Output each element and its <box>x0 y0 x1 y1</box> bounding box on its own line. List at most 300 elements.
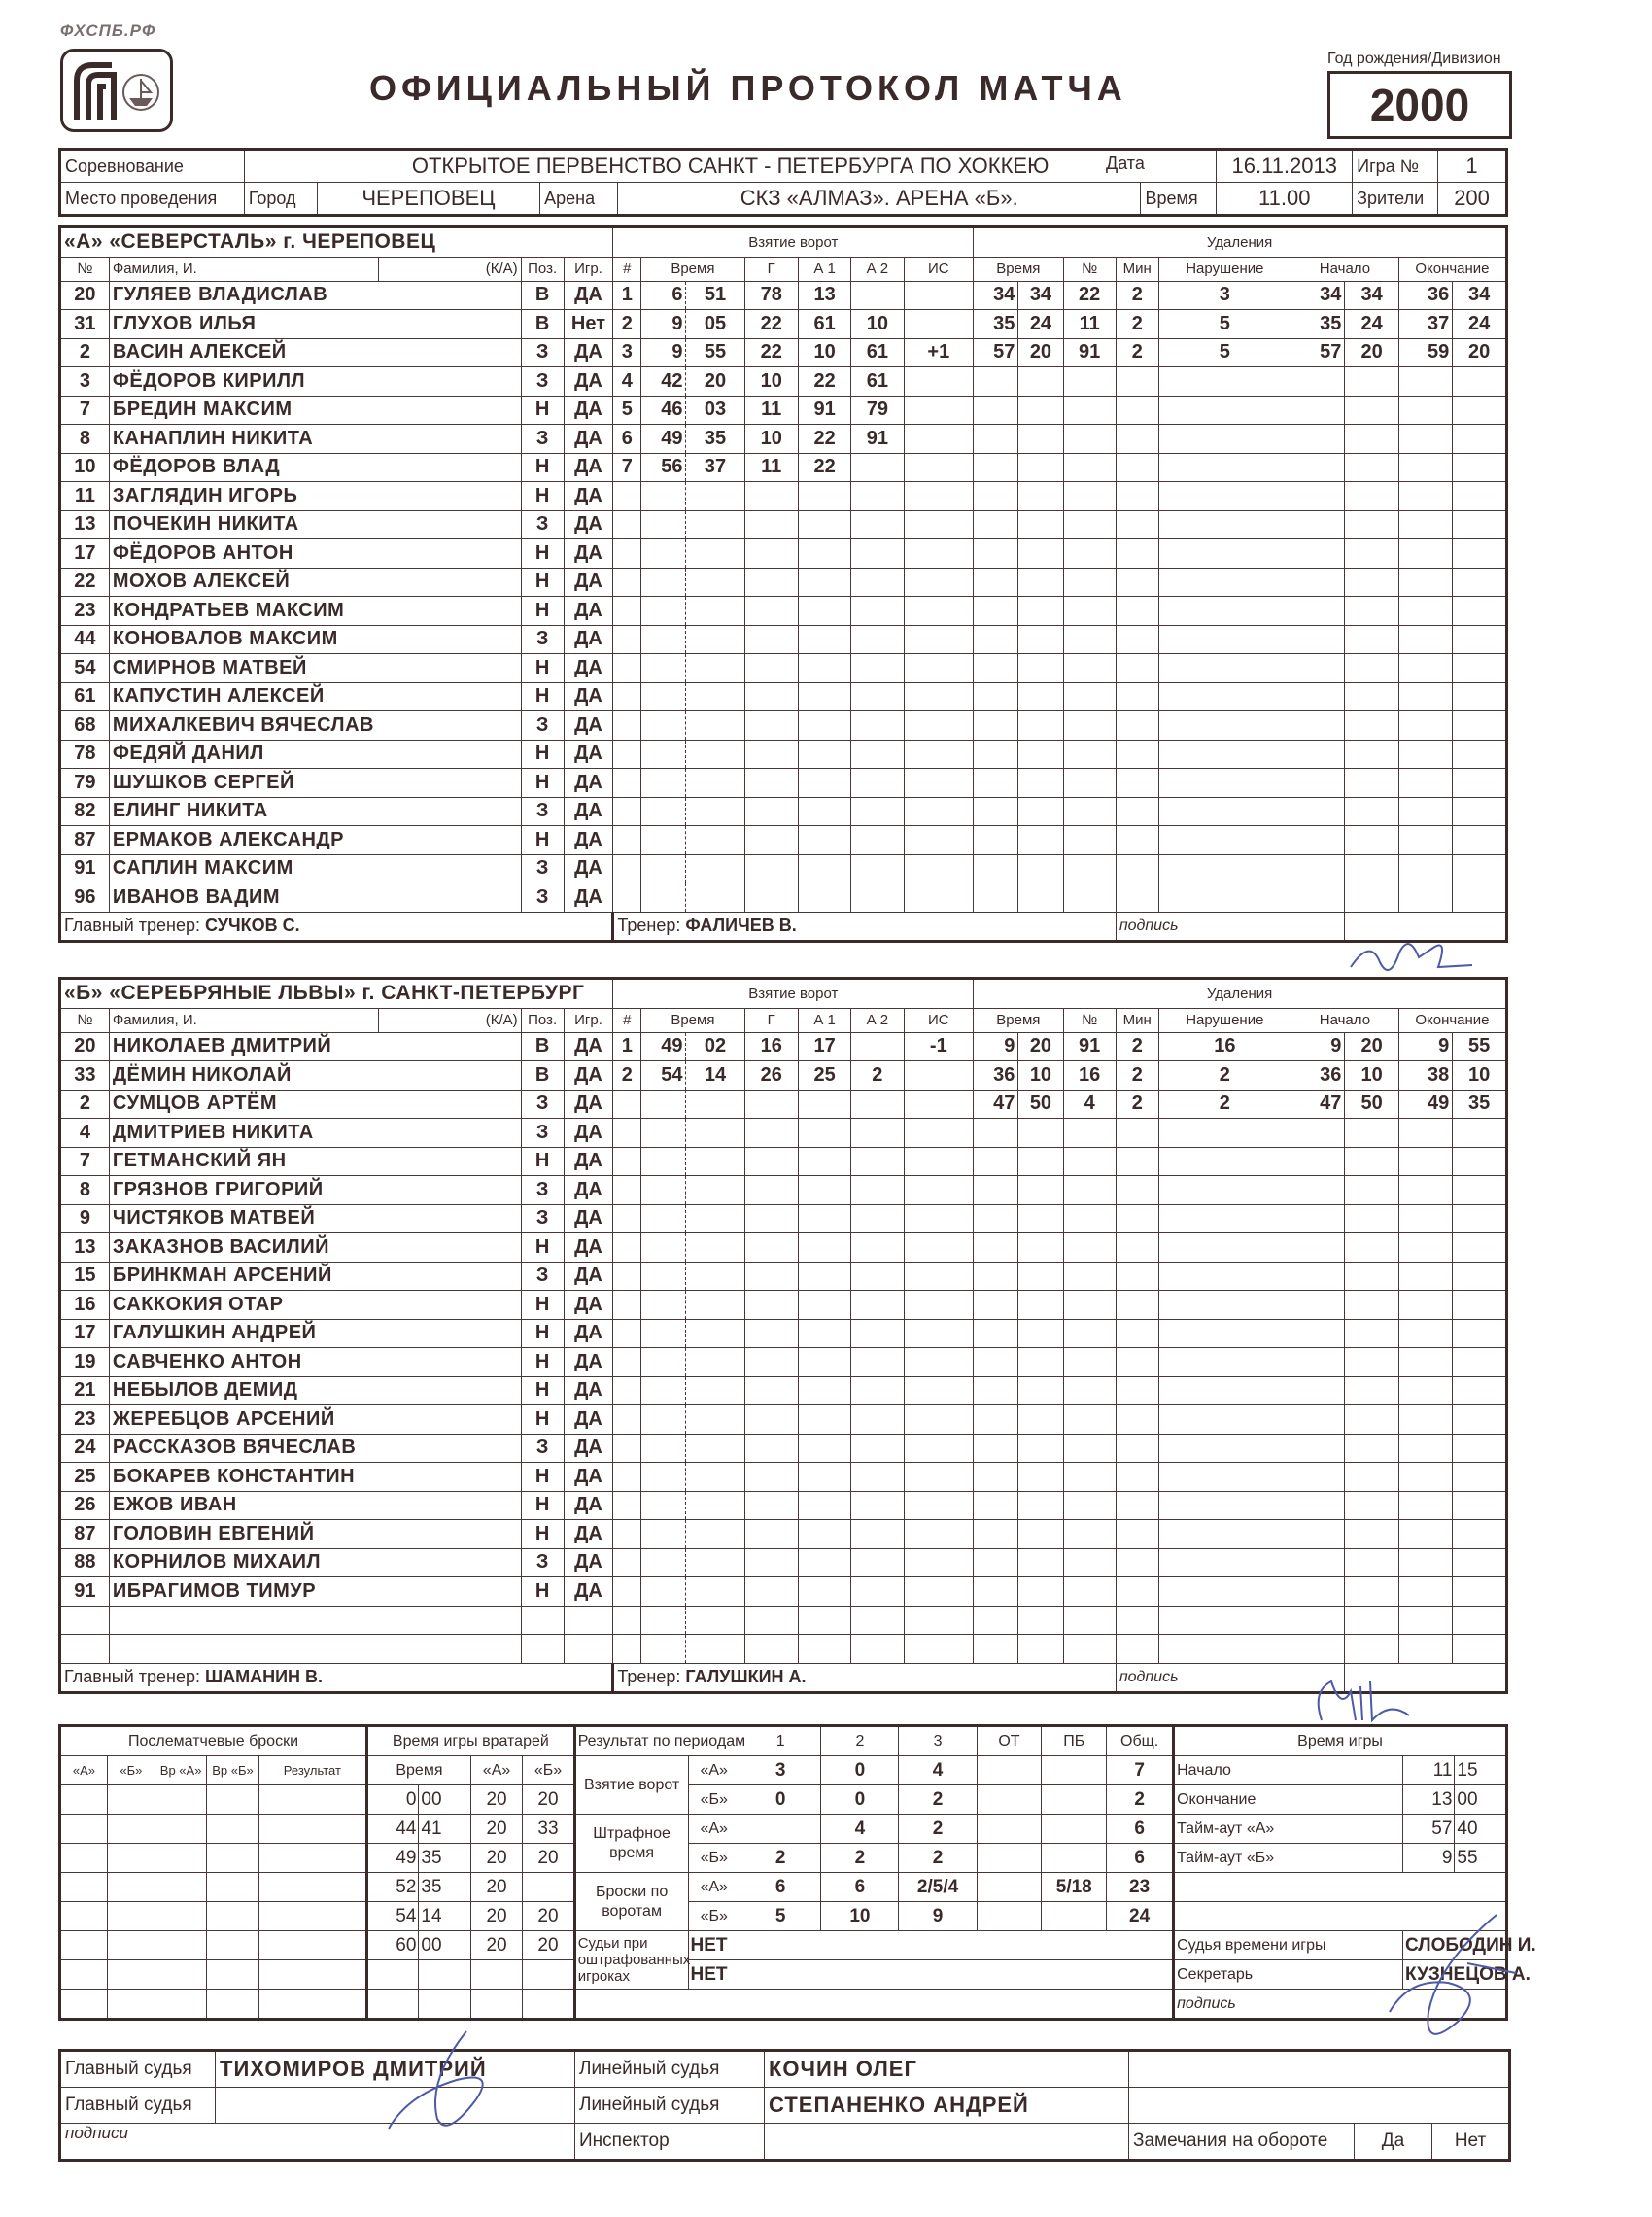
player-name: КОНОВАЛОВ МАКСИМ <box>109 625 521 654</box>
spectators-label: Зрители <box>1353 183 1438 216</box>
goal-minute <box>641 740 686 769</box>
penalty-end-sec <box>1453 1577 1507 1607</box>
goal-minute: 42 <box>641 367 686 397</box>
goalie-second: 35 <box>419 1844 470 1873</box>
penalty-start-min <box>1291 1606 1344 1635</box>
goal-second <box>686 1291 744 1320</box>
col-pen-min-header: Мин <box>1116 257 1158 281</box>
head-coach <box>60 1663 613 1693</box>
goal-second <box>686 654 744 683</box>
goal-assist2 <box>851 539 904 569</box>
penalty-player <box>1063 740 1116 769</box>
col-pen-time-header: Время <box>974 1008 1063 1032</box>
player-played: ДА <box>564 1291 613 1320</box>
penalty-minute: 57 <box>974 338 1018 367</box>
penalty-player: 4 <box>1063 1090 1116 1119</box>
player-position: В <box>521 281 564 310</box>
goal-assist1 <box>798 539 850 569</box>
player-row <box>60 883 1507 913</box>
player-played: ДА <box>564 597 613 626</box>
penalty-violation <box>1158 1434 1291 1463</box>
penalty-violation <box>1158 453 1291 482</box>
goal-scorer <box>744 1319 798 1348</box>
period-value: 2 <box>899 1844 977 1873</box>
penalty-violation <box>1158 482 1291 511</box>
penalties-title: Удаления <box>974 227 1507 258</box>
goal-scorer <box>744 711 798 741</box>
signatures-label: подписи <box>60 2124 575 2161</box>
goal-situation <box>904 510 974 539</box>
penalty-start-min: 36 <box>1291 1061 1344 1091</box>
player-row <box>60 1548 1507 1577</box>
goal-minute <box>641 1348 686 1377</box>
goal-assist2 <box>851 568 904 597</box>
penalty-start-sec <box>1345 597 1398 626</box>
penalty-player <box>1063 396 1116 425</box>
goal-number <box>613 1204 641 1233</box>
goal-scorer <box>744 1491 798 1520</box>
penalty-minute <box>974 1204 1018 1233</box>
player-name: БОКАРЕВ КОНСТАНТИН <box>109 1463 521 1492</box>
player-name: КОРНИЛОВ МИХАИЛ <box>109 1548 521 1577</box>
penalty-start-sec <box>1345 425 1398 454</box>
player-position: Н <box>521 1491 564 1520</box>
penalty-minute <box>974 1491 1018 1520</box>
goal-assist1 <box>798 1577 850 1607</box>
goal-minute: 49 <box>641 425 686 454</box>
secretary-name: КУЗНЕЦОВ А. <box>1403 1960 1507 1990</box>
penalty-end-min <box>1398 1319 1452 1348</box>
goal-minute: 6 <box>641 281 686 310</box>
goalie-b: 20 <box>523 1785 574 1815</box>
penalty-minutes <box>1116 1577 1158 1607</box>
game-time-min: 9 <box>1403 1844 1455 1873</box>
player-row <box>60 1376 1507 1405</box>
goal-second: 20 <box>686 367 744 397</box>
penalty-start-sec <box>1345 1635 1398 1664</box>
goal-scorer: 10 <box>744 367 798 397</box>
penalty-end-min <box>1398 453 1452 482</box>
penalty-player <box>1063 539 1116 569</box>
player-row <box>60 1434 1507 1463</box>
player-position: Н <box>521 396 564 425</box>
penalty-minute <box>974 883 1018 913</box>
goal-scorer <box>744 1176 798 1205</box>
goal-scorer <box>744 826 798 855</box>
head-coach <box>60 912 613 942</box>
period-value <box>740 1815 820 1844</box>
penalty-end-sec <box>1453 539 1507 569</box>
period-value: 3 <box>740 1756 820 1785</box>
penalty-start-min <box>1291 482 1344 511</box>
goal-number: 1 <box>613 1032 641 1061</box>
goal-assist1 <box>798 1348 850 1377</box>
player-name: КАНАПЛИН НИКИТА <box>109 425 521 454</box>
penalty-start-min: 9 <box>1291 1032 1344 1061</box>
goal-assist2 <box>851 625 904 654</box>
goal-minute <box>641 797 686 826</box>
penalty-start-sec <box>1345 1577 1398 1607</box>
goal-situation <box>904 1348 974 1377</box>
goal-assist1 <box>798 482 850 511</box>
penalty-minute <box>974 1635 1018 1664</box>
goalie-col-a: «А» <box>470 1756 522 1785</box>
goal-minute <box>641 1204 686 1233</box>
penalty-start-sec <box>1345 1147 1398 1176</box>
penalty-second <box>1018 539 1063 569</box>
penalty-second <box>1018 625 1063 654</box>
timekeeper-name: СЛОБОДИН И. <box>1403 1931 1507 1960</box>
goal-number: 1 <box>613 281 641 310</box>
goal-situation <box>904 1204 974 1233</box>
shootout-cell <box>155 1844 206 1873</box>
player-played: ДА <box>564 797 613 826</box>
penalty-start-sec <box>1345 367 1398 397</box>
penalty-end-min: 36 <box>1398 281 1452 310</box>
shootout-cell <box>207 1785 258 1815</box>
goal-scorer <box>744 1405 798 1435</box>
penalty-second <box>1018 883 1063 913</box>
ref2-label: Главный судья <box>60 2088 216 2124</box>
shootout-cell <box>107 1960 155 1990</box>
player-name: ДЁМИН НИКОЛАЙ <box>109 1061 521 1091</box>
penalty-end-min <box>1398 1348 1452 1377</box>
penalty-start-sec <box>1345 510 1398 539</box>
penalty-start-min <box>1291 797 1344 826</box>
penalty-start-min <box>1291 1262 1344 1291</box>
player-name: МИХАЛКЕВИЧ ВЯЧЕСЛАВ <box>109 711 521 741</box>
penalty-second <box>1018 711 1063 741</box>
penalty-minute <box>974 854 1018 883</box>
bench-judges-label: Судьи при оштрафованных игроках <box>574 1931 688 1990</box>
penalty-minute <box>974 425 1018 454</box>
goal-situation <box>904 1405 974 1435</box>
penalty-end-min <box>1398 396 1452 425</box>
penalty-player: 11 <box>1063 310 1116 339</box>
player-number: 2 <box>60 1090 110 1119</box>
shootout-col-header: Результат <box>258 1756 366 1785</box>
goal-minute <box>641 682 686 711</box>
penalty-start-sec <box>1345 1233 1398 1263</box>
goal-second <box>686 740 744 769</box>
penalty-violation <box>1158 740 1291 769</box>
shootout-col-header: «А» <box>60 1756 108 1785</box>
goal-number <box>613 1463 641 1492</box>
penalty-minutes <box>1116 482 1158 511</box>
penalty-end-min <box>1398 1176 1452 1205</box>
col-pen-min-header: Мин <box>1116 1008 1158 1032</box>
penalty-violation <box>1158 797 1291 826</box>
player-name: КАПУСТИН АЛЕКСЕЙ <box>109 682 521 711</box>
player-position: З <box>521 1176 564 1205</box>
penalty-player <box>1063 1376 1116 1405</box>
penalty-end-sec: 35 <box>1453 1090 1507 1119</box>
col-goal-scorer-header: Г <box>744 1008 798 1032</box>
remarks-no[interactable]: Нет <box>1432 2124 1510 2161</box>
period-value <box>1042 1815 1107 1844</box>
goal-number: 7 <box>613 453 641 482</box>
period-value <box>1042 1844 1107 1873</box>
goal-situation <box>904 1520 974 1549</box>
goalie-minute: 54 <box>367 1902 419 1931</box>
goal-scorer <box>744 654 798 683</box>
shootout-cell <box>258 1931 366 1960</box>
penalty-end-min <box>1398 568 1452 597</box>
penalty-start-sec <box>1345 625 1398 654</box>
penalty-end-min <box>1398 1491 1452 1520</box>
timekeeper-signature-icon <box>1370 1905 1535 2070</box>
penalty-violation <box>1158 1147 1291 1176</box>
player-position: З <box>521 797 564 826</box>
shootout-cell <box>107 1902 155 1931</box>
player-name: МОХОВ АЛЕКСЕЙ <box>109 568 521 597</box>
col-goal-num-header: # <box>613 1008 641 1032</box>
goal-scorer: 22 <box>744 310 798 339</box>
goal-situation <box>904 1635 974 1664</box>
penalty-minute <box>974 625 1018 654</box>
period-value: 7 <box>1107 1756 1174 1785</box>
player-position: Н <box>521 654 564 683</box>
goal-situation <box>904 797 974 826</box>
player-number: 11 <box>60 482 110 511</box>
penalty-second <box>1018 740 1063 769</box>
federation-logo-icon <box>60 49 173 132</box>
penalty-start-min <box>1291 1233 1344 1263</box>
penalty-violation <box>1158 1405 1291 1435</box>
period-col-header: 2 <box>821 1726 899 1756</box>
player-name: САПЛИН МАКСИМ <box>109 854 521 883</box>
shootout-cell <box>60 1785 108 1815</box>
player-number: 21 <box>60 1376 110 1405</box>
player-name: ДМИТРИЕВ НИКИТА <box>109 1119 521 1148</box>
penalty-minutes <box>1116 1405 1158 1435</box>
head-coach-label: Главный тренер: <box>64 916 200 936</box>
goal-second <box>686 797 744 826</box>
goal-assist1 <box>798 826 850 855</box>
col-pen-end-header: Окончание <box>1398 257 1506 281</box>
penalty-player <box>1063 1635 1116 1664</box>
penalty-end-min <box>1398 597 1452 626</box>
player-position: Н <box>521 1577 564 1607</box>
goal-second <box>686 482 744 511</box>
penalty-player <box>1063 453 1116 482</box>
referee-signature-icon <box>369 2022 544 2148</box>
player-played <box>564 1606 613 1635</box>
player-name: ЖЕРЕБЦОВ АРСЕНИЙ <box>109 1405 521 1435</box>
goalie-second: 00 <box>419 1785 470 1815</box>
player-row <box>60 338 1507 367</box>
player-row <box>60 1577 1507 1607</box>
goal-number <box>613 1376 641 1405</box>
team-b-table <box>58 977 1508 1694</box>
goal-assist2 <box>851 597 904 626</box>
penalty-end-sec <box>1453 1376 1507 1405</box>
penalty-start-sec <box>1345 1434 1398 1463</box>
player-played: ДА <box>564 568 613 597</box>
goal-situation <box>904 682 974 711</box>
goal-scorer <box>744 1204 798 1233</box>
goal-second <box>686 682 744 711</box>
goalie-minute: 0 <box>367 1785 419 1815</box>
period-value <box>977 1844 1042 1873</box>
player-position: Н <box>521 597 564 626</box>
penalty-start-min <box>1291 625 1344 654</box>
player-number: 16 <box>60 1291 110 1320</box>
goal-assist1 <box>798 1204 850 1233</box>
penalty-end-min <box>1398 1147 1452 1176</box>
goal-scorer <box>744 1548 798 1577</box>
penalty-end-min <box>1398 1405 1452 1435</box>
player-position: Н <box>521 1147 564 1176</box>
game-time-sec: 15 <box>1455 1756 1507 1785</box>
goal-second <box>686 1491 744 1520</box>
penalty-minute <box>974 568 1018 597</box>
player-row <box>60 1119 1507 1148</box>
penalty-start-min <box>1291 826 1344 855</box>
goal-assist1 <box>798 1319 850 1348</box>
player-played: ДА <box>564 1147 613 1176</box>
penalty-second <box>1018 1635 1063 1664</box>
penalty-minute <box>974 482 1018 511</box>
penalty-minutes: 2 <box>1116 1090 1158 1119</box>
player-number: 20 <box>60 1032 110 1061</box>
goal-scorer: 11 <box>744 453 798 482</box>
goal-minute <box>641 1147 686 1176</box>
goal-situation <box>904 453 974 482</box>
remarks-yes[interactable]: Да <box>1355 2124 1432 2161</box>
penalty-second <box>1018 482 1063 511</box>
penalty-start-min <box>1291 1348 1344 1377</box>
player-played: Нет <box>564 310 613 339</box>
goal-assist2: 61 <box>851 338 904 367</box>
goal-second <box>686 1463 744 1492</box>
player-row <box>60 1463 1507 1492</box>
player-name: НИКОЛАЕВ ДМИТРИЙ <box>109 1032 521 1061</box>
penalty-start-sec <box>1345 1119 1398 1148</box>
goal-assist2 <box>851 1577 904 1607</box>
goal-minute <box>641 1090 686 1119</box>
player-row <box>60 597 1507 626</box>
player-position <box>521 1606 564 1635</box>
goal-number <box>613 1090 641 1119</box>
goalie-second: 35 <box>419 1873 470 1902</box>
head-coach-name: СУЧКОВ С. <box>205 916 300 936</box>
goal-scorer: 16 <box>744 1032 798 1061</box>
penalty-minutes <box>1116 367 1158 397</box>
secretary-label: Секретарь <box>1174 1960 1403 1990</box>
penalty-violation <box>1158 1176 1291 1205</box>
goal-minute <box>641 1319 686 1348</box>
player-number <box>60 1635 110 1664</box>
goal-situation <box>904 625 974 654</box>
penalty-second: 10 <box>1018 1061 1063 1091</box>
penalty-second <box>1018 826 1063 855</box>
game-time-sec: 40 <box>1455 1815 1507 1844</box>
goal-minute: 9 <box>641 310 686 339</box>
penalty-start-sec <box>1345 1291 1398 1320</box>
bench-judge-a: НЕТ <box>688 1931 1174 1960</box>
player-row <box>60 769 1507 798</box>
player-position: З <box>521 1548 564 1577</box>
penalty-start-sec <box>1345 1348 1398 1377</box>
penalty-start-min <box>1291 1376 1344 1405</box>
game-value: 1 <box>1438 150 1507 183</box>
penalty-end-min <box>1398 883 1452 913</box>
penalty-start-sec <box>1345 568 1398 597</box>
penalty-end-min <box>1398 740 1452 769</box>
penalty-end-sec <box>1453 1204 1507 1233</box>
goal-scorer <box>744 1262 798 1291</box>
penalty-second <box>1018 1348 1063 1377</box>
player-row <box>60 1147 1507 1176</box>
penalty-second <box>1018 1176 1063 1205</box>
shootout-col-header: Вр «А» <box>155 1756 206 1785</box>
goal-second <box>686 1635 744 1664</box>
penalty-end-min <box>1398 367 1452 397</box>
penalty-player <box>1063 1434 1116 1463</box>
penalty-violation <box>1158 711 1291 741</box>
shootout-cell <box>258 1902 366 1931</box>
player-name: БРЕДИН МАКСИМ <box>109 396 521 425</box>
player-name: СМИРНОВ МАТВЕЙ <box>109 654 521 683</box>
date-value: 16.11.2013 <box>1217 150 1353 183</box>
penalty-end-min <box>1398 425 1452 454</box>
period-value: 9 <box>899 1902 977 1931</box>
goal-minute <box>641 1119 686 1148</box>
col-violation-header: Нарушение <box>1158 257 1291 281</box>
penalty-violation <box>1158 1233 1291 1263</box>
penalty-violation <box>1158 539 1291 569</box>
penalty-second <box>1018 1147 1063 1176</box>
penalty-second <box>1018 453 1063 482</box>
goal-number <box>613 826 641 855</box>
player-name: ВАСИН АЛЕКСЕЙ <box>109 338 521 367</box>
goal-minute <box>641 854 686 883</box>
goal-scorer <box>744 1376 798 1405</box>
game-time-min: 11 <box>1403 1756 1455 1785</box>
year-value: 2000 <box>1327 71 1512 139</box>
period-team-label: «Б» <box>688 1785 740 1815</box>
penalty-end-min <box>1398 1520 1452 1549</box>
goal-minute <box>641 539 686 569</box>
penalty-violation: 16 <box>1158 1032 1291 1061</box>
penalty-start-sec <box>1345 1520 1398 1549</box>
year-label: Год рождения/Дивизион <box>1327 51 1501 67</box>
penalty-minute <box>974 1348 1018 1377</box>
shootout-cell <box>258 1873 366 1902</box>
player-played: ДА <box>564 682 613 711</box>
player-row <box>60 625 1507 654</box>
goal-number <box>613 1233 641 1263</box>
period-value: 6 <box>1107 1815 1174 1844</box>
player-number: 13 <box>60 510 110 539</box>
penalty-end-min <box>1398 1548 1452 1577</box>
period-value: 5 <box>740 1902 820 1931</box>
penalty-end-sec: 10 <box>1453 1061 1507 1091</box>
goal-minute <box>641 883 686 913</box>
penalty-player <box>1063 510 1116 539</box>
shootout-col-header: «Б» <box>107 1756 155 1785</box>
goal-number <box>613 854 641 883</box>
player-row <box>60 682 1507 711</box>
penalty-end-sec: 24 <box>1453 310 1507 339</box>
shootout-cell <box>155 1785 206 1815</box>
goal-situation: -1 <box>904 1032 974 1061</box>
goal-minute: 54 <box>641 1061 686 1091</box>
goal-assist1 <box>798 711 850 741</box>
penalty-second <box>1018 396 1063 425</box>
player-number: 91 <box>60 854 110 883</box>
